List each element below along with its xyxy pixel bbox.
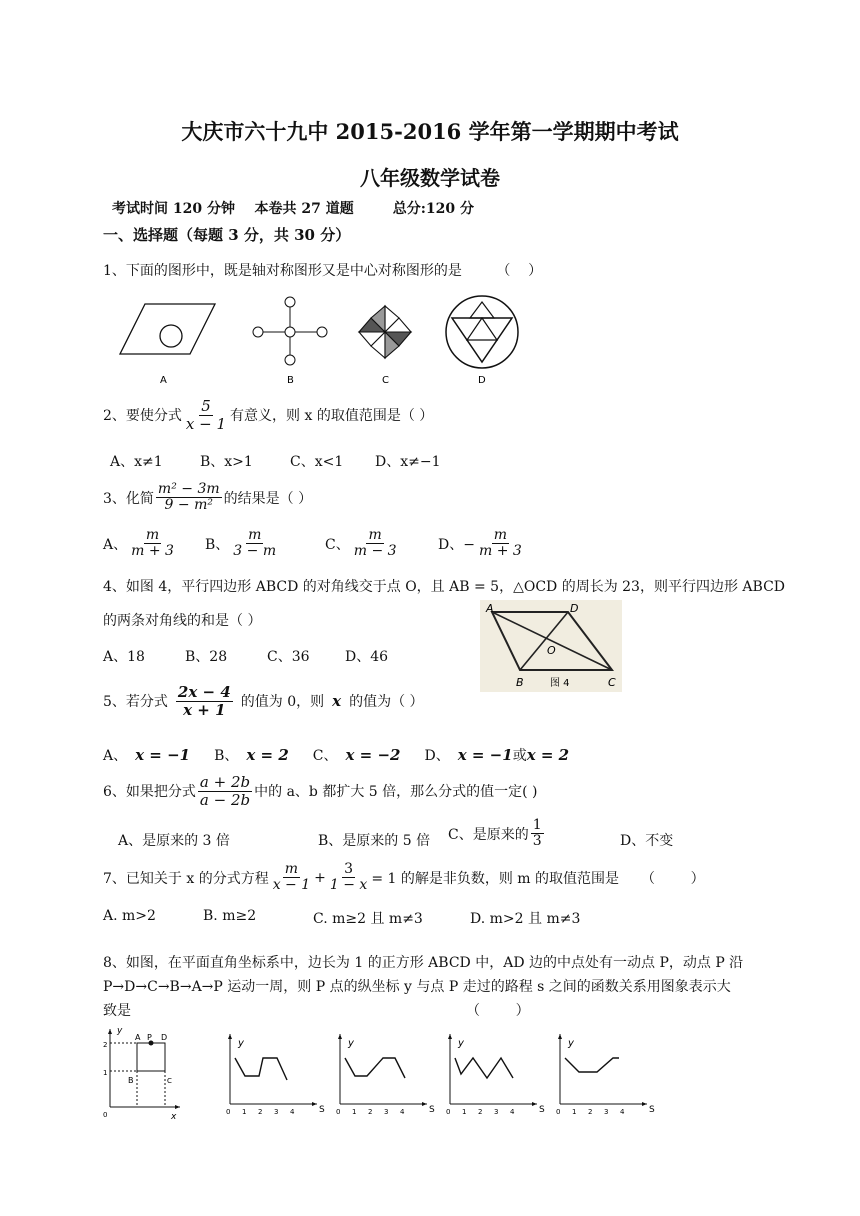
q7-option-a: A. m>2	[103, 908, 156, 924]
q6-stem: 6、如果把分式 $\frac{a + 2b}{a - 2b}$ 中的 a、b 都扩大 5 倍，那么分式的值一定( )	[103, 773, 538, 809]
q3-option-c: C、 $\frac{m}{m - 3}$	[325, 527, 397, 560]
graph-x-arrow	[532, 1102, 537, 1106]
q8-line3: 致是	[103, 1003, 131, 1019]
graph-x-arrow	[312, 1102, 317, 1106]
q6-fraction: $\frac{a + 2b}{a - 2b}$	[199, 773, 251, 809]
q7-fraction-1: $\frac{m}{x - 1}$	[272, 861, 311, 894]
q1-label-d: D	[478, 375, 486, 386]
sq-label-a: A	[135, 1033, 141, 1042]
q4-parallelogram-figure	[480, 600, 622, 692]
graph-curve	[455, 1058, 513, 1078]
q3-option-b: B、 $\frac{m}{3 - m}$	[205, 527, 277, 560]
graph-tick-4: 4	[400, 1108, 405, 1116]
graph-curve	[235, 1058, 287, 1080]
graph-x-arrow	[422, 1102, 427, 1106]
q6-option-d: D、不变	[620, 833, 674, 849]
graph-tick-4: 4	[620, 1108, 625, 1116]
graph-y-label: y	[238, 1038, 244, 1049]
q7-option-b: B. m≥2	[203, 908, 257, 924]
q7-fraction-2: $\frac{3}{1 - x}$	[329, 861, 368, 894]
graph-x-arrow	[642, 1102, 647, 1106]
q6-option-c-frac: $\frac{1}{3}$	[532, 817, 542, 850]
graph-s-label: S	[429, 1105, 435, 1115]
graph-tick-4: 4	[290, 1108, 295, 1116]
q5-stem: 5、若分式 $\frac{2x - 4}{x + 1}$ 的值为 0，则 x 的值为（ ）	[103, 683, 424, 719]
graph-tick-0: 0	[336, 1108, 341, 1116]
q4-option-b: B、28	[185, 649, 228, 665]
sq-axis-x: x	[171, 1112, 177, 1122]
q3-option-c-frac: $\frac{m}{m - 3}$	[353, 527, 397, 560]
q3-option-b-frac: $\frac{m}{3 - m}$	[233, 527, 277, 560]
q8-line2: P→D→C→B→A→P 运动一周，则 P 点的纵坐标 y 与点 P 走过的路程 s 之间的函数关系用图象表示大	[103, 979, 731, 995]
sq-tick-2: 2	[103, 1041, 108, 1049]
q3-fraction: $\frac{\text{m² − 3m}}{\text{9 − m²}}$	[157, 481, 220, 514]
q1-label-c: C	[382, 375, 389, 386]
graph-y-arrow	[338, 1034, 342, 1039]
q8-graph-d	[556, 1034, 655, 1116]
q8-square-figure	[95, 1025, 185, 1121]
q2-option-d: D、x≠−1	[375, 454, 441, 470]
exam-info: 考试时间 120 分钟 本卷共 27 道题 总分:120 分	[112, 201, 474, 217]
graph-curve	[345, 1058, 405, 1078]
q3-option-a: A、 $\frac{m}{m + 3}$	[103, 527, 174, 560]
q3-stem: 3、化简 $\frac{\text{m² − 3m}}{\text{9 − m²}}$ 的结果是（ ）	[103, 481, 313, 514]
graph-tick-4: 4	[510, 1108, 515, 1116]
q3-option-d: D、− $\frac{m}{m + 3}$	[438, 527, 522, 560]
q2-fraction: $\frac{5}{x - 1}$	[185, 397, 227, 433]
q8-graph-a	[226, 1034, 325, 1116]
q7-option-d: D. m>2 且 m≠3	[470, 911, 581, 927]
graph-s-label: S	[649, 1105, 655, 1115]
q8-graph-b	[336, 1034, 435, 1116]
graph-y-arrow	[448, 1034, 452, 1039]
q4-label-d: D	[570, 602, 579, 615]
graph-tick-3: 3	[604, 1108, 609, 1116]
q4-label-o: O	[547, 644, 556, 657]
sq-label-c: C	[167, 1077, 172, 1085]
graph-curve	[565, 1058, 619, 1072]
graph-y-label: y	[458, 1038, 464, 1049]
sq-label-d: D	[161, 1033, 168, 1042]
q4-option-d: D、46	[345, 649, 389, 665]
section-heading: 一、选择题（每题 3 分，共 30 分）	[103, 226, 351, 244]
graph-tick-2: 2	[258, 1108, 263, 1116]
q2-option-c: C、x<1	[290, 454, 344, 470]
graph-tick-2: 2	[368, 1108, 373, 1116]
q8-paren: （ ）	[466, 1003, 530, 1019]
q8-line1: 8、如图，在平面直角坐标系中，边长为 1 的正方形 ABCD 中，AD 边的中点处有一动点 P，动点 P 沿	[103, 955, 744, 971]
figure-a-parallelogram	[120, 304, 215, 354]
graph-y-arrow	[558, 1034, 562, 1039]
page-subtitle: 八年级数学试卷	[360, 166, 500, 190]
q4-line2: 的两条对角线的和是（ ）	[103, 613, 262, 629]
graph-tick-1: 1	[352, 1108, 357, 1116]
q7-option-c: C. m≥2 且 m≠3	[313, 911, 423, 927]
q4-option-a: A、18	[103, 649, 145, 665]
q8-graph-c	[446, 1034, 545, 1116]
q5-options: A、 x = −1 B、 x = 2 C、 x = −2 D、 x = −1 或 x = 2	[103, 746, 570, 764]
graph-y-label: y	[348, 1038, 354, 1049]
graph-tick-2: 2	[588, 1108, 593, 1116]
q3-option-a-frac: $\frac{m}{m + 3}$	[131, 527, 174, 560]
q2-option-b: B、x>1	[200, 454, 253, 470]
sq-label-b: B	[128, 1076, 134, 1085]
q6-option-b: B、是原来的 5 倍	[318, 833, 431, 849]
graph-tick-3: 3	[384, 1108, 389, 1116]
q6-option-c: C、是原来的 $\frac{1}{3}$	[448, 817, 542, 850]
page-title: 大庆市六十九中 2015-2016 学年第一学期期中考试	[181, 119, 679, 144]
q5-fraction: $\frac{2x - 4}{x + 1}$	[177, 683, 231, 719]
graph-tick-3: 3	[494, 1108, 499, 1116]
q7-stem: 7、已知关于 x 的分式方程 $\frac{m}{x - 1}$ + $\frac{3}{1 - x}$ = 1 的解是非负数，则 m 的取值范围是 （ ）	[103, 861, 705, 894]
q1-figures	[100, 292, 540, 388]
q1-label-b: B	[287, 375, 294, 386]
graph-tick-3: 3	[274, 1108, 279, 1116]
graph-y-arrow	[228, 1034, 232, 1039]
graph-tick-1: 1	[462, 1108, 467, 1116]
graph-tick-2: 2	[478, 1108, 483, 1116]
graph-tick-1: 1	[572, 1108, 577, 1116]
q1-stem: 1、下面的图形中，既是轴对称图形又是中心对称图形的是 （ ）	[103, 263, 543, 279]
sq-tick-1: 1	[103, 1069, 108, 1077]
q4-figure-caption: 图 4	[550, 678, 570, 689]
sq-axis-y: y	[117, 1026, 123, 1036]
graph-s-label: S	[539, 1105, 545, 1115]
q8-graphs	[215, 1032, 655, 1118]
graph-y-label: y	[568, 1038, 574, 1049]
q1-label-a: A	[160, 375, 167, 386]
q4-label-c: C	[608, 676, 616, 689]
figure-b-cross	[253, 297, 327, 365]
q4-label-a: A	[486, 602, 494, 615]
sq-origin: 0	[103, 1111, 108, 1119]
graph-tick-1: 1	[242, 1108, 247, 1116]
figure-c-pinwheel	[359, 306, 411, 358]
q4-label-b: B	[516, 676, 524, 689]
q6-option-a: A、是原来的 3 倍	[118, 833, 230, 849]
graph-tick-0: 0	[556, 1108, 561, 1116]
q3-option-d-frac: $\frac{m}{m + 3}$	[478, 527, 522, 560]
graph-tick-0: 0	[446, 1108, 451, 1116]
q4-option-c: C、36	[267, 649, 310, 665]
graph-tick-0: 0	[226, 1108, 231, 1116]
q2-stem: 2、要使分式 $\frac{5}{x - 1}$ 有意义，则 x 的取值范围是（ ）	[103, 397, 434, 433]
q2-option-a: A、x≠1	[110, 454, 163, 470]
sq-label-p: P	[147, 1033, 152, 1042]
q4-line1: 4、如图 4，平行四边形 ABCD 的对角线交于点 O，且 AB = 5，△OCD 的周长为 23，则平行四边形 ABCD	[103, 579, 786, 595]
figure-d-circle-triangles	[446, 296, 518, 368]
graph-s-label: S	[319, 1105, 325, 1115]
